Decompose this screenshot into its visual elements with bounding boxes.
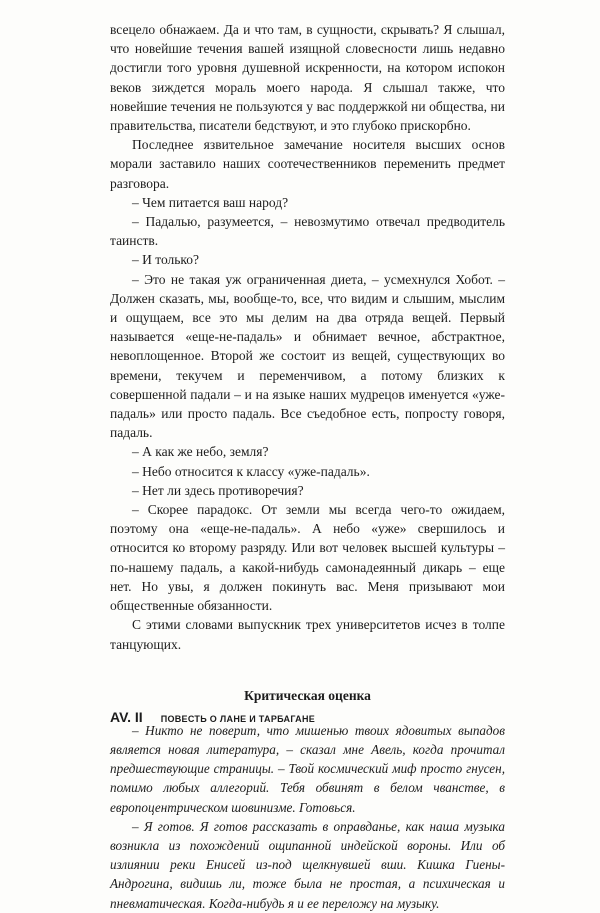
page-number: AV. II bbox=[110, 709, 143, 725]
dialogue-line: – Нет ли здесь противоречия? bbox=[132, 482, 304, 498]
paragraph: всецело обнажаем. Да и что там, в сущности, скрывать? Я слышал, что новейшие течения вашей изящной словесности лишь недавно достигли того уровня душевной искренности, на котором испокон веков зиждется мораль моего народа. Я слышал также, что новейшие течения не пользуются у вас поддержкой ни общества, ни правительства, писатели бедствуют, и это глубоко прискорбно. bbox=[110, 22, 505, 134]
paragraph: Последнее язвительное замечание носителя высших основ морали заставило наших соотечественников переменить предмет разговора. bbox=[110, 137, 505, 191]
dialogue-line: – А как же небо, земля? bbox=[132, 444, 269, 460]
running-title: ПОВЕСТЬ О ЛАНЕ И ТАРБАГАНЕ bbox=[160, 714, 316, 724]
italic-paragraph: – Никто не поверит, что мишенью твоих ядовитых выпадов является новая литература, – сказал мне Авель, когда прочитал предшествующие страницы. – Твой космический миф просто гнусен, помимо любых аллегорий. Тебя обвинят в белом чванстве, в европоцентрическом шовинизме. Готовься. bbox=[110, 722, 505, 815]
section-heading: Критическая оценка bbox=[244, 687, 371, 703]
dialogue-line: – И только? bbox=[132, 252, 200, 268]
dialogue-line: – Чем питается ваш народ? bbox=[132, 194, 289, 210]
paragraph: С этими словами выпускник трех университетов исчез в толпе танцующих. bbox=[110, 617, 505, 652]
page-footer bbox=[110, 709, 315, 725]
italic-paragraph: – Я готов. Я готов рассказать в оправданье, как наша музыка возникла из похождений ощипанной индейской вороны. Или об излиянии реки Енисей из-под щелкнувшей вши. Кишка Гиены-Андрогина, видишь ли, тоже была не простая, а психическая и пневматическая. Когда-нибудь я и ее переложу на музыку. bbox=[110, 818, 505, 911]
dialogue-line: – Скорее парадокс. От земли мы всегда чего-то ожидаем, поэтому она «еще-не-падаль». А небо «уже» свершилось и относится ко второму разряду. Или вот человек высшей культуры – по-нашему падаль, а какой-нибудь самонадеянный дикарь – еще нет. Но увы, я должен покинуть вас. Меня призывают мои общественные обязанности. bbox=[110, 502, 505, 614]
dialogue-line: – Небо относится к классу «уже-падаль». bbox=[132, 463, 370, 479]
main-text bbox=[110, 20, 505, 654]
dialogue-line: – Это не такая уж ограниченная диета, – усмехнулся Хобот. – Должен сказать, мы, вообще-то, все, что видим и слышим, мыслим и ощущаем, все это мы делим на два отряда вещей. Первый называется «еще-не-падаль» и обнимает вечное, абстрактное, невоплощенное. Второй же состоит из вещей, существующих во времени, текучем и переменчивом, а потому близких к совершенной падали – и на языке наших мудрецов именуется «уже-падаль» или просто падаль. Все съедобное есть, попросту говоря, падаль. bbox=[110, 271, 505, 441]
dialogue-line: – Падалью, разумеется, – невозмутимо отвечал предводитель таинств. bbox=[110, 214, 505, 249]
